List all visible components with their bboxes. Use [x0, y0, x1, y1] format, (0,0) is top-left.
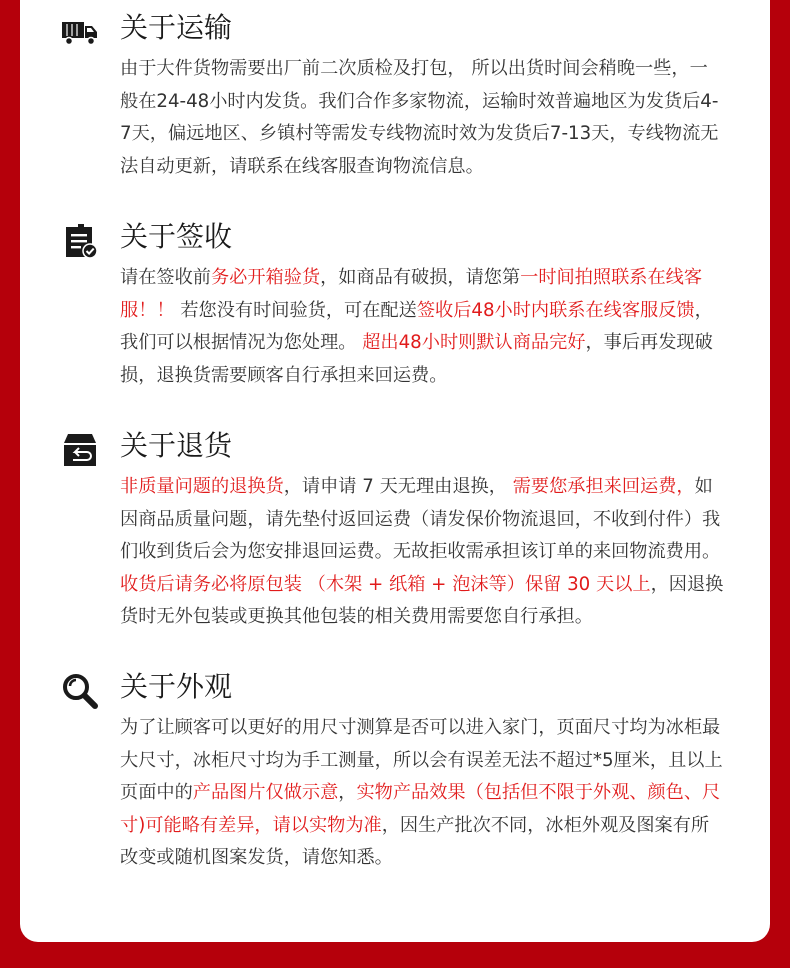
info-card	[20, 0, 770, 942]
section-body: 为了让顾客可以更好的用尺寸测算是否可以进入家门，页面尺寸均为冰柜最大尺寸，冰柜尺寸均为手工测量，所以会有误差无法不超过*5厘米，且以上页面中的产品图片仅做示意，实物产品效果（包括但不限于外观、颜色、尺寸)可能略有差异，请以实物为准，因生产批次不同，冰柜外观及图案有所改变或随机图案发货，请您知悉。	[120, 717, 723, 868]
section-body: 请在签收前务必开箱验货，如商品有破损，请您第一时间拍照联系在线客服！！ 若您没有时间验货，可在配送签收后48小时内联系在线客服反馈，我们可以根据情况为您处理。 超出48小时则默认商品完好，事后再发现破损，退换货需要顾客自行承担来回运费。	[120, 267, 713, 386]
magnifier-icon	[60, 671, 100, 711]
truck-icon	[60, 12, 100, 52]
section-heading: 关于退货	[120, 429, 233, 462]
section-body: 非质量问题的退换货，请申请 7 天无理由退换， 需要您承担来回运费，如因商品质量问题，请先垫付返回运费（请发保价物流退回，不收到付件）我们收到货后会为您安排退回运费。无故拒收需承担该订单的来回物流费用。收货后请务必将原包装 （木架 + 纸箱 + 泡沫等）保留 30 天以上，因退换货时无外包装或更换其他包装的相关费用需要您自行承担。	[120, 476, 724, 627]
return-box-icon	[60, 430, 100, 470]
section-heading: 关于签收	[120, 220, 233, 253]
document-check-icon	[60, 221, 100, 261]
section-heading: 关于运输	[120, 11, 233, 44]
section-heading: 关于外观	[120, 670, 233, 703]
section-body: 由于大件货物需要出厂前二次质检及打包， 所以出货时间会稍晚一些，一般在24-48小时内发货。我们合作多家物流，运输时效普遍地区为发货后4-7天，偏远地区、乡镇村等需发专线物流时效为发货后7-13天，专线物流无法自动更新，请联系在线客服查询物流信息。	[120, 58, 719, 177]
